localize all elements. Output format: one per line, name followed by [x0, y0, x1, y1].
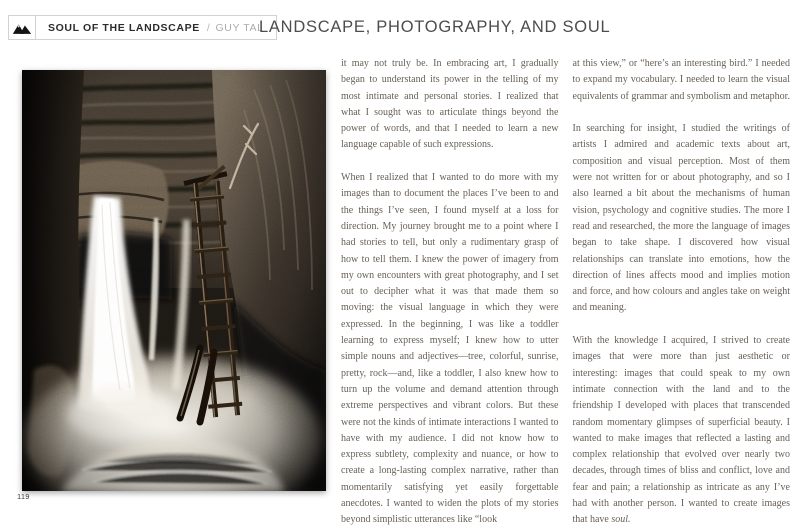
paragraph: it may not truly be. In embracing art, I gradually began to understand its power in the telling of my most intimate and personal stories. I realized that what I sought was to articulate things beyond the power of words, and that I needed to learn a new language capable of such expressions. [341, 58, 559, 151]
series-title: SOUL OF THE LANDSCAPE [48, 21, 200, 34]
canyon-waterfall-photo [22, 70, 326, 491]
text-column-2 [573, 56, 791, 529]
article-body [341, 56, 790, 529]
italic-word: soul. [611, 514, 631, 526]
canyon-waterfall-photo-art [22, 70, 326, 491]
paragraph-text: With the knowledge I acquired, I strived to create images that were more than just aesthetic or interesting: images that could speak to my own intimate connection with the land and to the friendship I developed with places that transcended random momentary glimpses of superficial beauty. I wanted to make images that reflected a lasting and complex relationship that evolved over nearly two decades, through times of bliss and conflict, love and fear and pain; a relationship as intricate as any I’ve had with another person. I wanted to create images that have [572, 335, 790, 526]
paragraph: at this view,” or “here’s an interesting bird.” I needed to expand my vocabulary. I needed to learn the visual equivalents of grammar and symbolism and metaphor. [572, 58, 790, 102]
paragraph: In searching for insight, I studied the writings of artists I admired and academic texts about art, composition and visual perception. Most of them were not written for or about photography, and so I also learned a bit about the mechanisms of human vision, psychology and cognitive studies. The more I read and researched, the more the language of images began to take shape. I discovered how visual relationships can translate into emotions, how the direction of lines affects mood and implies motion and force, and how colours and angles take on weight and meaning. [572, 123, 790, 314]
page-title: LANDSCAPE, PHOTOGRAPHY, AND SOUL [259, 18, 611, 36]
series-author: GUY TAL [215, 21, 264, 34]
series-header [35, 15, 277, 40]
page-number: 119 [17, 492, 30, 501]
series-separator: / [206, 21, 211, 34]
paragraph [573, 333, 791, 529]
publisher-logo [8, 15, 36, 40]
text-column-1 [341, 56, 559, 529]
mountain-peaks-icon [12, 21, 32, 35]
paragraph: When I realized that I wanted to do more with my images than to document the places I’ve been to and the things I’ve seen, I found myself at a loss for direction. My journey brought me to a point where I had stories to tell, but only a rudimentary grasp of how to tell them. I knew the power of imagery from my own encounters with great photography, and I set out to decipher what it was that made them so moving: the visual language in which they were expressed. In the beginning, I was like a toddler learning to express myself; I knew how to utter simple nouns and adjectives—tree, colorful, sunrise, pretty, rock—and, like a toddler, I also knew how to turn up the volume and demand attention through extreme perspectives and vibrant colors. But these were not the kinds of intimate interactions I wanted to have with my audience. I did not know how to express subtlety, complexity and nuance, or how to create a long-lasting complex narrative, rather than momentarily satisfying yet easily forgettable anecdotes. I wanted to widen the plots of my stories beyond simplistic utterances like “look [341, 172, 559, 526]
